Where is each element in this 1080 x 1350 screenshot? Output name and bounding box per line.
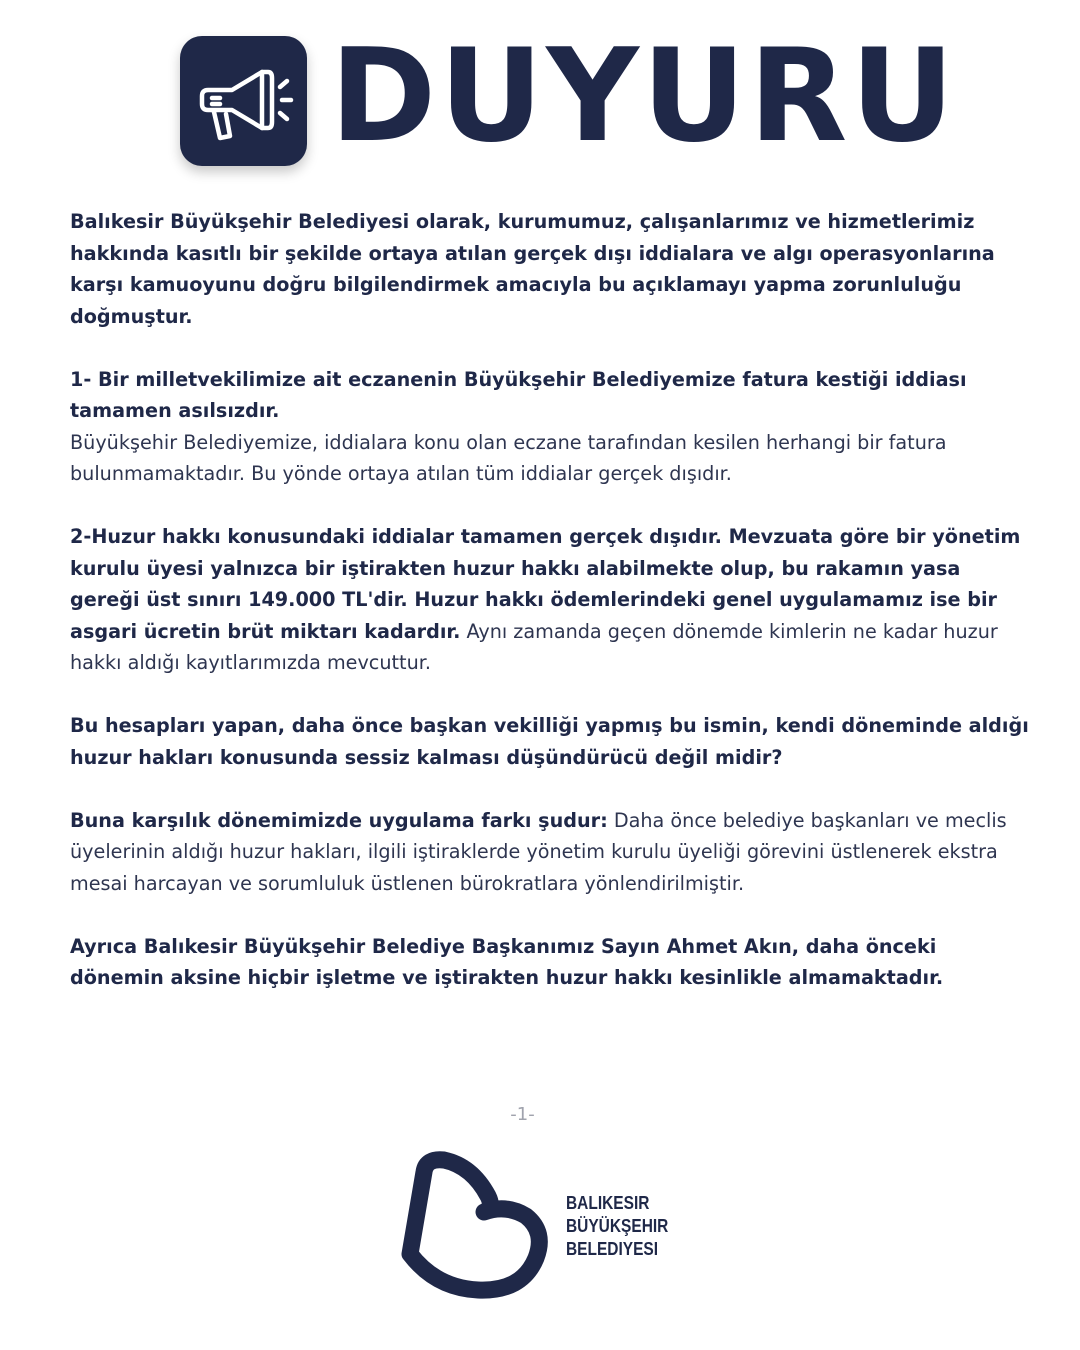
difference-heading: Buna karşılık dönemimizde uygulama farkı şudur: xyxy=(70,808,608,832)
item-1-text: Büyükşehir Belediyemize, iddialara konu olan eczane tarafından kesilen herhangi bir fatura bulunmamaktadır. Bu yönde ortaya atılan tüm iddialar gerçek dışıdır. xyxy=(70,430,947,485)
question-paragraph xyxy=(70,710,1030,773)
megaphone-icon xyxy=(180,36,307,166)
difference-paragraph xyxy=(70,805,1030,900)
logo-line-1: BALIKESIR xyxy=(566,1193,650,1213)
item-2-heading: 2-Huzur hakkı konusundaki iddialar tamamen gerçek dışıdır. Mevzuata göre bir yönetim kurulu üyesi yalnızca bir iştirakten huzur hakkı alabilmekte olup, bu rakamın yasa gereği üst sınırı 149.000 TL'dir. Huzur hakkı ödemlerindeki genel uygulamamız ise bir asgari ücretin brüt miktarı kadardır. xyxy=(70,525,1021,643)
header xyxy=(0,22,1080,171)
heart-b-logo-icon xyxy=(396,1150,566,1300)
page-number: -1- xyxy=(510,1104,535,1125)
logo-line-2: BÜYÜKŞEHIR xyxy=(566,1216,669,1236)
announcement-body xyxy=(70,206,1030,1025)
municipality-logo xyxy=(396,1150,696,1300)
item-2-text: Aynı zamanda geçen dönemde kimlerin ne kadar huzur hakkı aldığı kayıtlarımızda mevcuttur. xyxy=(70,619,998,674)
logo-line-3: BELEDIYESI xyxy=(566,1239,659,1259)
item-1-heading: 1- Bir milletvekilimize ait eczanenin Büyükşehir Belediyemize fatura kestiği iddiası tamamen asılsızdır. xyxy=(70,367,967,422)
closing-text: Ayrıca Balıkesir Büyükşehir Belediye Başkanımız Sayın Ahmet Akın, daha önceki dönemin aksine hiçbir işletme ve iştirakten huzur hakkı kesinlikle almamaktadır. xyxy=(70,934,944,989)
item-2-paragraph xyxy=(70,521,1030,679)
page-title: DUYURU xyxy=(330,22,958,171)
intro-paragraph xyxy=(70,206,1030,332)
closing-paragraph xyxy=(70,931,1030,994)
question-text: Bu hesapları yapan, daha önce başkan vekilliği yapmış bu ismin, kendi döneminde aldığı huzur hakları konusunda sessiz kalması düşündürücü değil midir? xyxy=(70,714,1029,769)
difference-text: Daha önce belediye başkanları ve meclis üyelerinin aldığı huzur hakları, ilgili iştiraklerde yönetim kurulu üyeliği görevini üstlenerek ekstra mesai harcayan ve sorumluluk üstlenen bürokratlara yönlendirilmiştir. xyxy=(70,808,1007,895)
item-1-paragraph xyxy=(70,364,1030,490)
intro-text: Balıkesir Büyükşehir Belediyesi olarak, kurumumuz, çalışanlarımız ve hizmetlerimiz hakkında kasıtlı bir şekilde ortaya atılan gerçek dışı iddialara ve algı operasyonlarına karşı kamuoyunu doğru bilgilendirmek amacıyla bu açıklamayı yapma zorunluluğu doğmuştur. xyxy=(70,210,995,328)
logo-wordmark xyxy=(566,1192,668,1261)
